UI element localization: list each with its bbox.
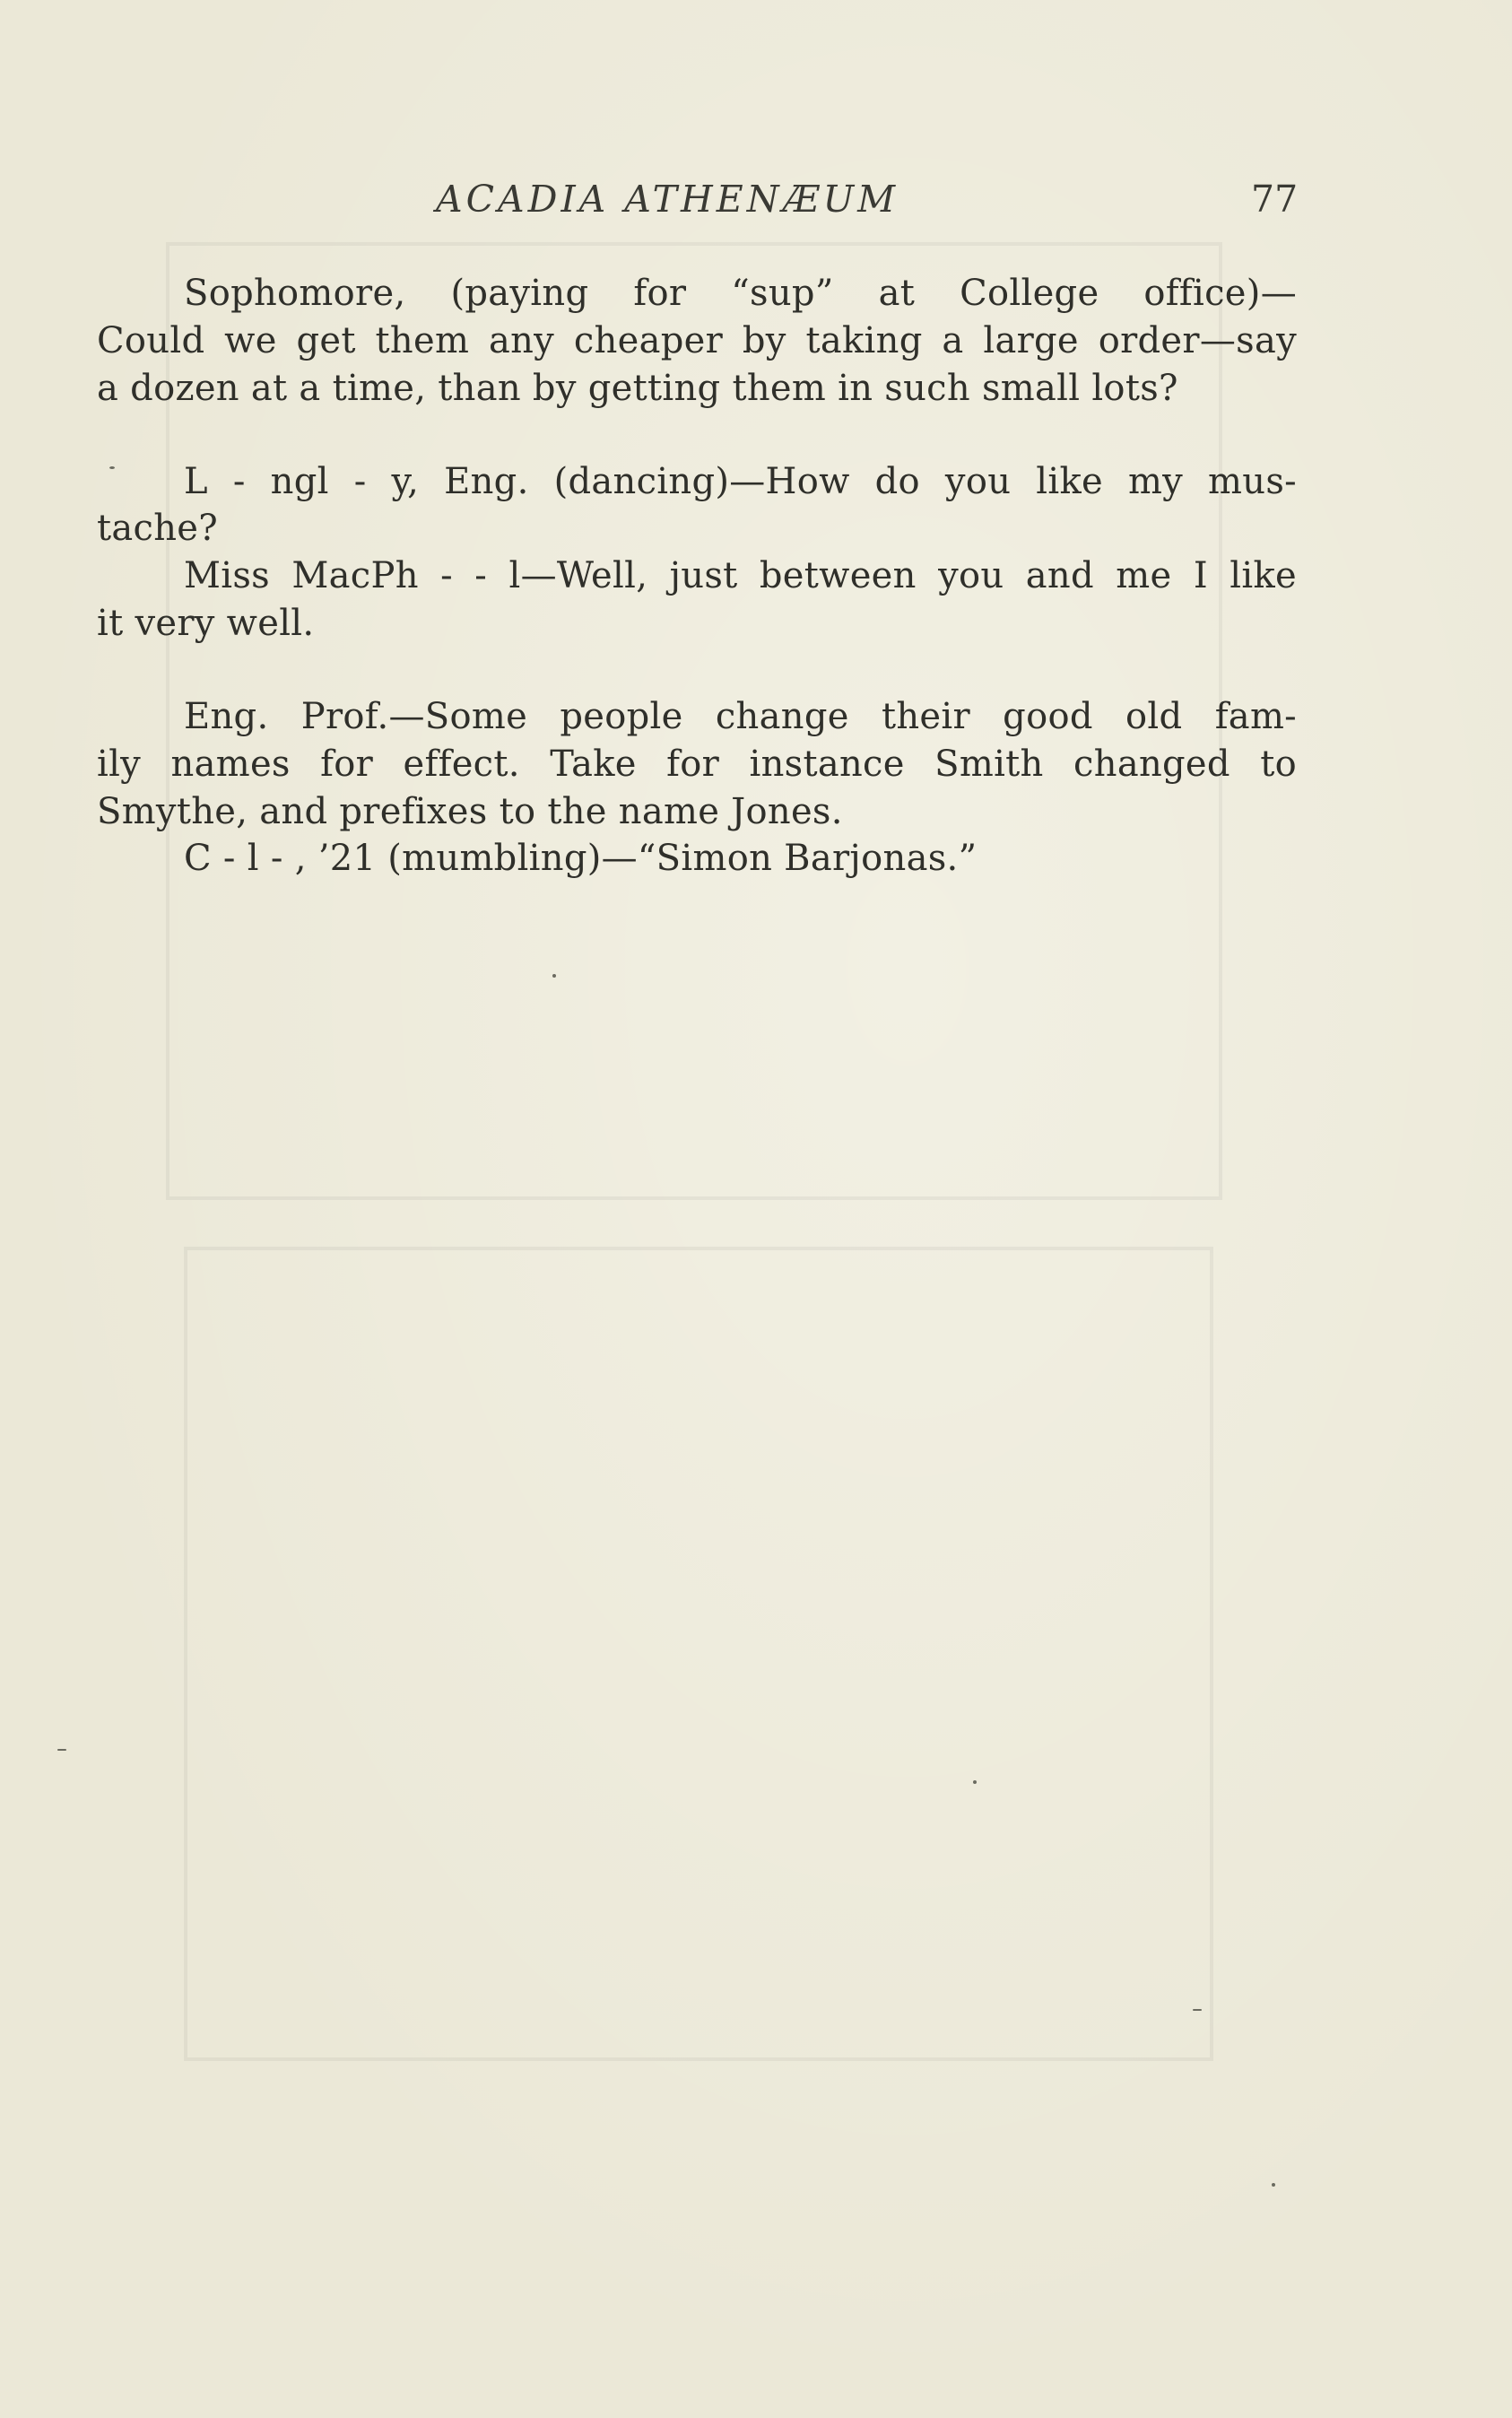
text-line: L - ngl - y, Eng. (dancing)—How do you like my mus- xyxy=(184,461,1297,502)
text-line: tache? xyxy=(97,508,219,549)
text-line: a dozen at a time, than by getting them in such small lots? xyxy=(97,368,1178,409)
scan-speck xyxy=(57,1749,66,1751)
scan-speck xyxy=(109,466,115,469)
scan-speck xyxy=(1193,2009,1202,2011)
scan-speck xyxy=(973,1780,977,1784)
page-header xyxy=(0,178,1512,240)
text-line: Eng. Prof.—Some people change their good old fam- xyxy=(184,696,1297,737)
scan-speck xyxy=(552,974,556,978)
text-line: Miss MacPh - - l—Well, just between you and me I like xyxy=(184,555,1297,596)
running-title: ACADIA ATHENÆUM xyxy=(436,178,899,221)
scan-speck xyxy=(1272,2183,1275,2187)
text-line: Could we get them any cheaper by taking a large order—say xyxy=(97,320,1297,361)
page-number: 77 xyxy=(1251,178,1299,221)
ghost-box-bottom xyxy=(184,1247,1213,2061)
text-line: Sophomore, (paying for “sup” at College office)— xyxy=(184,273,1297,314)
text-line: C - l - , ’21 (mumbling)—“Simon Barjonas.” xyxy=(184,838,978,879)
text-line: ily names for effect. Take for instance Smith changed to xyxy=(97,744,1297,785)
text-line: it very well. xyxy=(97,603,315,644)
text-line: Smythe, and prefixes to the name Jones. xyxy=(97,791,843,832)
